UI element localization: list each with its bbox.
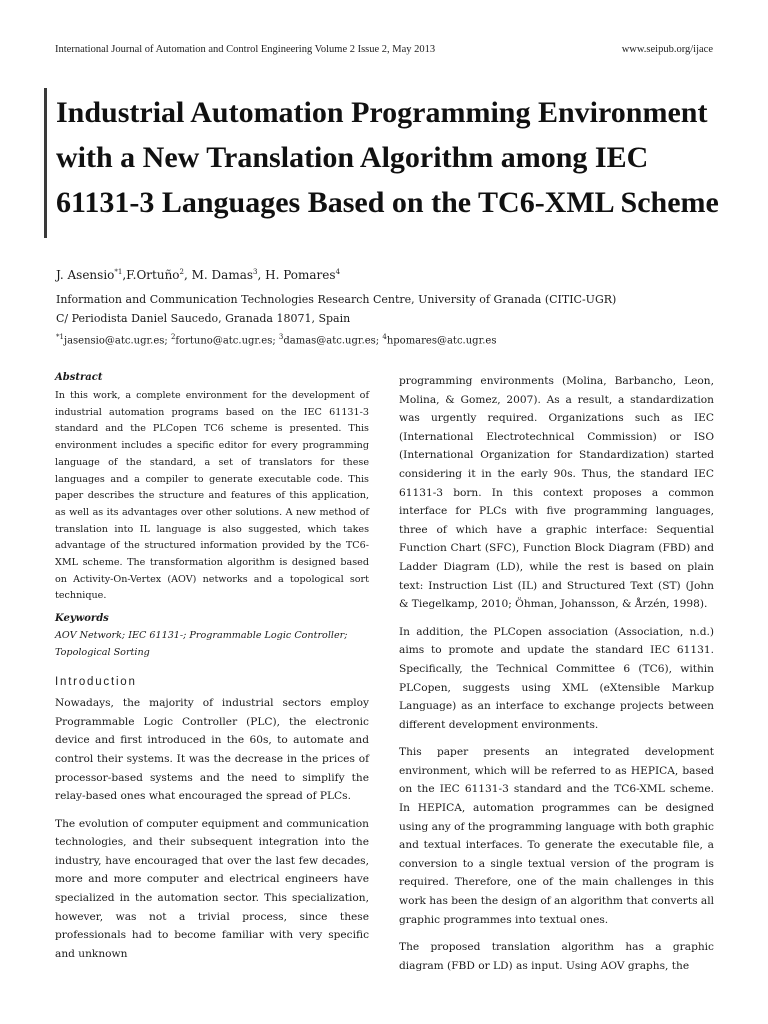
paper-title: Industrial Automation Programming Environment with a New Translation Algorithm among IEC 61131-3 Languages Based on the TC6-XML Scheme: [56, 96, 719, 219]
abstract-heading: Abstract: [55, 372, 103, 383]
journal-url[interactable]: www.seipub.org/ijace: [621, 44, 713, 55]
intro-paragraph-1: Nowadays, the majority of industrial sectors employ Programmable Logic Controller (PLC), the electronic device and first introduced in the 60s, to automate and control their systems. It was the decrease in the prices of processor-based systems and the need to simplify the relay-based ones what encouraged the spread of PLCs.: [55, 697, 369, 803]
email-3-mark: 3: [278, 333, 284, 341]
email-2-mark: 2: [170, 333, 176, 341]
email-4-mark: 4: [382, 333, 387, 341]
author-1: J. Asensio: [56, 268, 115, 282]
author-3: , M. Damas: [184, 268, 254, 282]
keywords-heading: Keywords: [55, 613, 109, 625]
introduction-heading: Introduction: [55, 676, 137, 689]
author-2: ,F.Ortuño: [122, 268, 180, 282]
keywords-text: AOV Network; IEC 61131-; Programmable Logic Controller; Topological Sorting: [55, 630, 348, 658]
author-2-mark: 2: [179, 268, 184, 276]
email-4[interactable]: hpomares@atc.ugr.es: [386, 335, 497, 347]
right-paragraph-1: programming environments (Molina, Barbancho, Leon, Molina, & Gomez, 2007). As a result, a standardization was urgently required. Organizations such as IEC (International Electrotechnical Commission) or ISO (International Organization for Standardization) started considering it in the early 90s. Thus, the standard IEC 61131-3 born. In this context proposes a common interface for PLCs with five programming languages, three of which have a graphic interface: Sequential Function Chart (SFC), Function Block Diagram (FBD) and Ladder Diagram (LD), while the rest is based on plain text: Instruction List (IL) and Structured Text (ST) (John & Tiegelkamp, 2010; Öhman, Johansson, & Årzén, 1998).: [399, 375, 714, 611]
left-column: [55, 372, 369, 972]
right-paragraph-4: The proposed translation algorithm has a graphic diagram (FBD or LD) as input. Using AOV graphs, the: [399, 941, 714, 972]
author-emails: [56, 333, 496, 346]
running-header: [55, 44, 713, 55]
title-rule: [44, 88, 47, 238]
right-paragraph-3: This paper presents an integrated development environment, which will be referred to as HEPICA, based on the IEC 61131-3 standard and the TC6-XML scheme. In HEPICA, automation programmes can be designed using any of the programming language with both graphic and textual interfaces. To generate the executable file, a conversion to a single textual version of the program is required. Therefore, one of the main challenges in this work has been the design of an algorithm that converts all graphic programmes into textual ones.: [399, 746, 714, 926]
author-1-mark: *1: [114, 268, 123, 276]
right-column: [399, 372, 714, 984]
author-4-mark: 4: [335, 268, 341, 276]
email-2[interactable]: fortuno@atc.ugr.es;: [175, 335, 279, 347]
journal-info: International Journal of Automation and Control Engineering Volume 2 Issue 2, May 2013: [55, 44, 436, 55]
right-paragraph-2: In addition, the PLCopen association (Association, n.d.) aims to promote and update the standard IEC 61131. Specifically, the Technical Committee 6 (TC6), within PLCopen, suggests using XML (eXtensible Markup Language) as an interface to exchange projects between different development environments.: [399, 625, 714, 731]
email-1-mark: *1: [56, 333, 64, 341]
intro-paragraph-2: The evolution of computer equipment and communication technologies, and their subsequent integration into the industry, have encouraged that over the last few decades, more and more computer and electrical engineers have specialized in the automation sector. This specialization, however, was not a trivial process, since these professionals had to become familiar with very specific and unknown: [55, 817, 369, 960]
affiliation-line-1: Information and Communication Technologies Research Centre, University of Granada (CITIC-UGR): [56, 293, 617, 306]
email-1[interactable]: jasensio@atc.ugr.es;: [63, 335, 171, 347]
author-4: , H. Pomares: [257, 268, 336, 282]
affiliation-line-2: C/ Periodista Daniel Saucedo, Granada 18071, Spain: [56, 312, 351, 325]
email-3[interactable]: damas@atc.ugr.es;: [283, 335, 383, 347]
author-list: [56, 268, 340, 282]
author-3-mark: 3: [253, 268, 258, 276]
abstract-text: In this work, a complete environment for the development of industrial automation programs based on the IEC 61131-3 standard and the PLCopen TC6 scheme is presented. This environment includes a specific editor for every programming language of the standard, a set of translators for these languages and a compiler to generate executable code. This paper describes the structure and features of this application, as well as its advantages over other solutions. A new method of translation into IL language is also suggested, which takes advantage of the structured information provided by the TC6-XML scheme. The transformation algorithm is designed based on Activity-On-Vertex (AOV) networks and a topological sort technique.: [55, 390, 369, 602]
